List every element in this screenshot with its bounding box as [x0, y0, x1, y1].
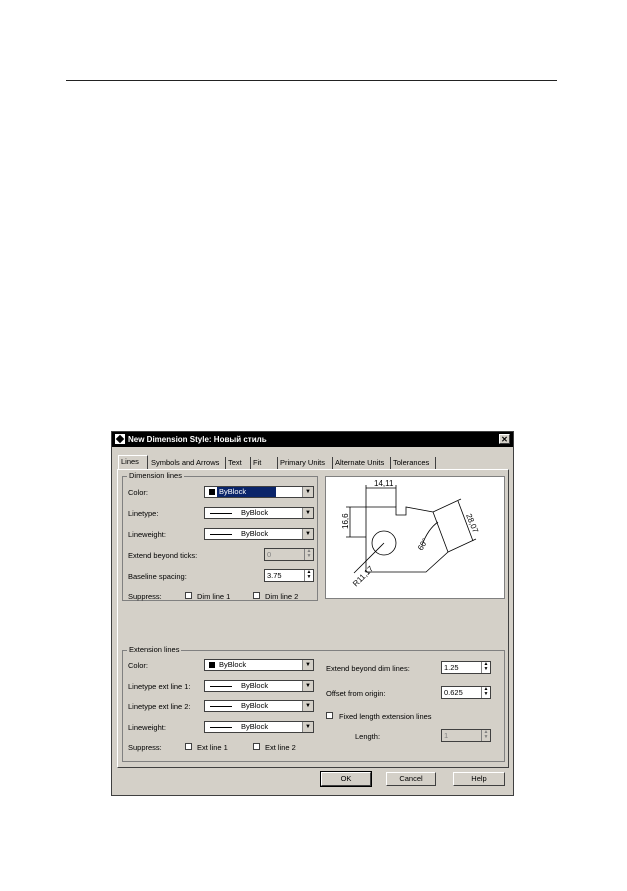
extend-beyond-ticks-label: Extend beyond ticks: [128, 551, 198, 560]
black-swatch [209, 489, 215, 495]
spinner-arrows-icon[interactable]: ▲ ▼ [481, 662, 490, 673]
dim-color-label: Color: [128, 488, 149, 497]
line-sample-icon [210, 686, 232, 687]
spinner-arrows-icon[interactable]: ▲ ▼ [304, 549, 313, 560]
dim-linetype-select[interactable] [204, 507, 314, 519]
ext-line-1-checkbox[interactable] [185, 743, 192, 750]
chevron-down-icon[interactable]: ▼ [302, 508, 313, 518]
dim-linetype-label: Linetype: [128, 509, 159, 518]
length-spinner[interactable] [441, 729, 491, 742]
spinner-arrows-icon[interactable]: ▲ ▼ [481, 730, 490, 741]
ext-suppress-label: Suppress: [128, 743, 162, 752]
dim-line-2-label[interactable]: Dim line 2 [265, 592, 299, 601]
tab-symbols-and-arrows[interactable]: Symbols and Arrows [149, 457, 226, 469]
dim-line-1-label[interactable]: Dim line 1 [197, 592, 231, 601]
fixed-length-checkbox[interactable] [326, 712, 333, 719]
dim-lineweight-label: Lineweight: [128, 530, 166, 539]
dim-right-text: 28,07 [464, 512, 480, 535]
ext-line-1-label[interactable]: Ext line 1 [197, 743, 228, 752]
dialog-title: New Dimension Style: Новый стиль [128, 435, 267, 444]
page-header-rule [66, 80, 557, 81]
dim-line-2-checkbox[interactable] [253, 592, 260, 599]
extend-beyond-dim-label: Extend beyond dim lines: [326, 664, 410, 673]
ext-line-2-label[interactable]: Ext line 2 [265, 743, 296, 752]
line-sample-icon [210, 706, 232, 707]
tab-lines[interactable]: Lines [118, 455, 148, 469]
ext-linetype-1-label: Linetype ext line 1: [128, 682, 191, 691]
baseline-spacing-value: 3.75 [267, 571, 282, 580]
ext-line-right-bottom [448, 539, 476, 552]
tab-text[interactable]: Text [226, 457, 251, 469]
ext-linetype-1-value: ByBlock [241, 681, 269, 690]
ext-linetype-2-label: Linetype ext line 2: [128, 702, 191, 711]
line-sample-icon [210, 727, 232, 728]
radius-text: R11,17 [351, 564, 376, 589]
app-icon [115, 434, 125, 444]
dim-suppress-label: Suppress: [128, 592, 162, 601]
baseline-spacing-label: Baseline spacing: [128, 572, 187, 581]
dim-top-text: 14,11 [374, 479, 394, 488]
black-swatch [209, 662, 215, 668]
extend-beyond-ticks-value: 0 [267, 550, 272, 559]
ext-line-2-checkbox[interactable] [253, 743, 260, 750]
offset-from-origin-label: Offset from origin: [326, 689, 386, 698]
ext-lineweight-select[interactable] [204, 721, 314, 733]
ext-color-value: ByBlock [219, 660, 247, 669]
part-outline [366, 507, 448, 572]
cancel-button[interactable]: Cancel [386, 772, 436, 786]
help-button[interactable]: Help [453, 772, 505, 786]
ext-linetype-2-select[interactable] [204, 700, 314, 712]
chevron-down-icon[interactable]: ▼ [302, 722, 313, 732]
ext-color-select[interactable] [204, 659, 314, 671]
ext-line-right-top [433, 499, 461, 512]
extension-lines-group [122, 645, 505, 762]
new-dimension-style-dialog [111, 431, 514, 796]
chevron-down-icon[interactable]: ▼ [302, 681, 313, 691]
tab-tolerances[interactable]: Tolerances [391, 457, 436, 469]
dim-linetype-value: ByBlock [241, 508, 269, 517]
dimension-preview [325, 476, 505, 599]
tab-primary-units[interactable]: Primary Units [278, 457, 333, 469]
offset-from-origin-spinner[interactable] [441, 686, 491, 699]
offset-from-origin-value: 0.625 [444, 688, 463, 697]
extend-beyond-dim-value: 1.25 [444, 663, 459, 672]
fixed-length-label[interactable]: Fixed length extension lines [339, 712, 432, 721]
dim-lineweight-value: ByBlock [241, 529, 269, 538]
dim-color-select[interactable] [204, 486, 314, 498]
dim-color-value: ByBlock [217, 487, 276, 497]
chevron-down-icon[interactable]: ▼ [302, 529, 313, 539]
lines-tab-panel [117, 469, 509, 768]
extend-beyond-dim-spinner[interactable] [441, 661, 491, 674]
dim-line-1-checkbox[interactable] [185, 592, 192, 599]
length-label: Length: [355, 732, 381, 741]
spinner-arrows-icon[interactable]: ▲ ▼ [304, 570, 313, 581]
ext-lineweight-label: Lineweight: [128, 723, 166, 732]
dim-lineweight-select[interactable] [204, 528, 314, 540]
length-value: 1 [444, 731, 449, 740]
baseline-spacing-spinner[interactable] [264, 569, 314, 582]
dim-left-text: 16,6 [341, 513, 350, 529]
ext-lineweight-value: ByBlock [241, 722, 269, 731]
line-sample-icon [210, 534, 232, 535]
spinner-arrows-icon[interactable]: ▲ ▼ [481, 687, 490, 698]
dimension-lines-group [122, 471, 318, 601]
angle-text: 60° [415, 537, 430, 552]
tab-alternate-units[interactable]: Alternate Units [333, 457, 391, 469]
extend-beyond-ticks-spinner[interactable] [264, 548, 314, 561]
ok-button[interactable]: OK [321, 772, 371, 786]
preview-drawing [326, 477, 504, 598]
extension-lines-group-title: Extension lines [129, 645, 180, 654]
chevron-down-icon[interactable]: ▼ [302, 660, 313, 670]
dimension-lines-group-title: Dimension lines [129, 471, 182, 480]
title-bar[interactable] [112, 432, 513, 447]
tab-fit[interactable]: Fit [251, 457, 278, 469]
ext-linetype-1-select[interactable] [204, 680, 314, 692]
chevron-down-icon[interactable]: ▼ [302, 487, 313, 497]
chevron-down-icon[interactable]: ▼ [302, 701, 313, 711]
close-button[interactable]: ✕ [499, 434, 510, 444]
line-sample-icon [210, 513, 232, 514]
ext-linetype-2-value: ByBlock [241, 701, 269, 710]
ext-color-label: Color: [128, 661, 149, 670]
